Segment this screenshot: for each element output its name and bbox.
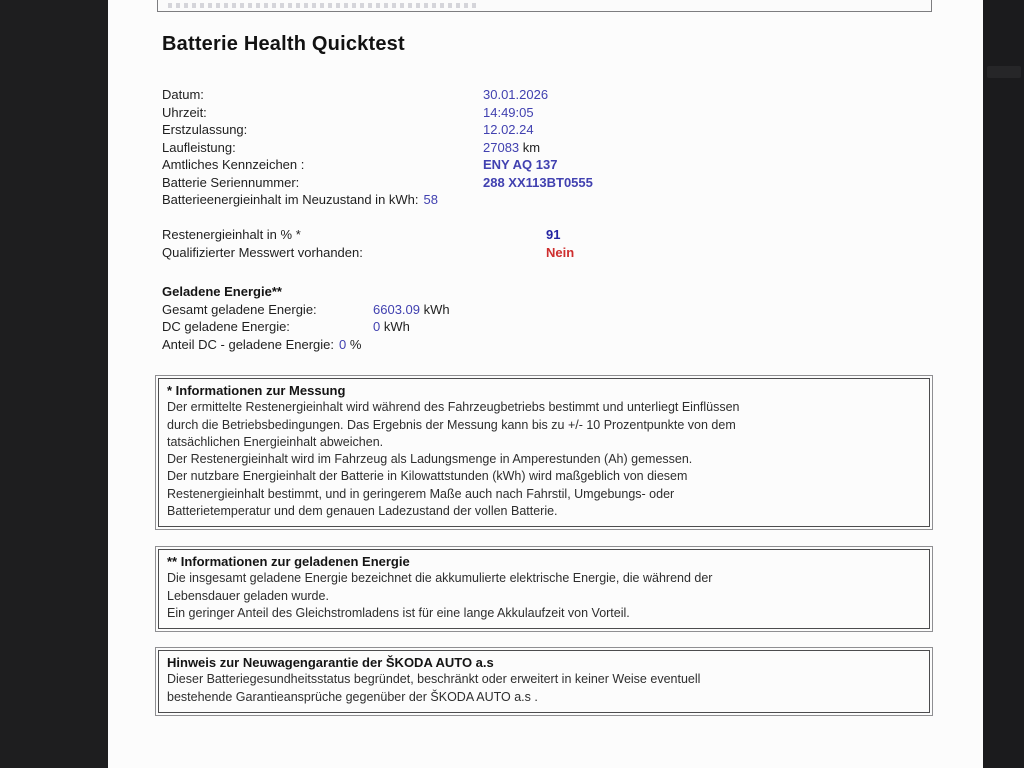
- field-label: Datum:: [162, 87, 204, 102]
- field-label: DC geladene Energie:: [162, 319, 290, 334]
- field-value: 58: [423, 192, 438, 207]
- document-page: [108, 0, 983, 768]
- row-dc-geladene: [162, 318, 450, 336]
- charged-energy-block: [162, 283, 450, 353]
- report-title: Batterie Health Quicktest: [162, 33, 405, 55]
- row-energieinhalt-neuzustand: [162, 191, 593, 209]
- info-line: Ein geringer Anteil des Gleichstromladens ist für eine lange Akkulaufzeit von Vorteil.: [167, 605, 630, 620]
- field-unit: km: [519, 139, 541, 155]
- info-line: bestehende Garantieansprüche gegenüber der ŠKODA AUTO a.s .: [167, 689, 538, 704]
- charged-energy-header: Geladene Energie**: [162, 284, 282, 299]
- field-label: Uhrzeit:: [162, 104, 207, 120]
- cropped-text-remnant: [168, 3, 478, 8]
- field-value: 0: [373, 319, 381, 334]
- field-value: 14:49:05: [483, 104, 534, 120]
- field-value: ENY AQ 137: [483, 157, 558, 172]
- info-line: tatsächlichen Energieinhalt abweichen.: [167, 434, 384, 449]
- row-qualifizierter-messwert: [162, 244, 574, 262]
- info-line: Dieser Batteriegesundheitsstatus begründet, beschränkt oder erweitert in keiner Weise eventuell: [167, 672, 701, 687]
- field-label: Batterieenergieinhalt im Neuzustand in kWh:: [162, 192, 419, 207]
- info-box-title: ** Informationen zur geladenen Energie: [167, 554, 410, 569]
- messwert-value: Nein: [546, 244, 575, 260]
- row-uhrzeit: [162, 104, 593, 122]
- info-box-messung: [155, 375, 933, 530]
- row-laufleistung: [162, 139, 593, 157]
- field-value: 30.01.2026: [483, 87, 549, 102]
- info-box-title: * Informationen zur Messung: [167, 383, 346, 398]
- row-anteil-dc: [162, 336, 450, 354]
- field-label: Restenergieinhalt in % *: [162, 227, 301, 242]
- info-box-geladene-energie: [155, 546, 933, 632]
- field-value: 0: [339, 336, 347, 352]
- info-box-garantie-hinweis: [155, 647, 933, 716]
- field-label: Laufleistung:: [162, 139, 236, 155]
- info-line: durch die Betriebsbedingungen. Das Ergebnis der Messung kann bis zu +/- 10 Prozentpunkte von dem: [167, 417, 736, 432]
- field-unit: %: [346, 336, 362, 352]
- field-value: 12.02.24: [483, 122, 534, 137]
- field-label: Amtliches Kennzeichen :: [162, 157, 305, 172]
- vehicle-info-block: [162, 86, 593, 209]
- row-erstzulassung: [162, 121, 593, 139]
- row-datum: [162, 86, 593, 104]
- field-value: 6603.09: [373, 301, 420, 317]
- field-label: Batterie Seriennummer:: [162, 174, 300, 190]
- row-seriennummer: [162, 174, 593, 192]
- field-label: Erstzulassung:: [162, 122, 248, 137]
- restenergie-value: 91: [546, 227, 561, 242]
- cropped-header-box: [157, 0, 932, 12]
- left-gutter: [0, 0, 108, 768]
- info-box-title: Hinweis zur Neuwagengarantie der ŠKODA AUTO a.s: [167, 655, 494, 670]
- field-label: Anteil DC - geladene Energie:: [162, 336, 334, 352]
- field-label: Gesamt geladene Energie:: [162, 301, 317, 317]
- info-line: Der nutzbare Energieinhalt der Batterie in Kilowattstunden (kWh) wird maßgeblich von diesem: [167, 469, 688, 484]
- right-gutter: [983, 0, 1024, 768]
- field-unit: kWh: [380, 319, 410, 334]
- info-line: Der Restenergieinhalt wird im Fahrzeug als Ladungsmenge in Amperestunden (Ah) gemessen.: [167, 452, 693, 467]
- results-block: [162, 226, 574, 261]
- field-value: 27083: [483, 139, 520, 155]
- row-gesamt-geladene: [162, 301, 450, 319]
- field-label: Qualifizierter Messwert vorhanden:: [162, 244, 363, 260]
- info-line: Die insgesamt geladene Energie bezeichnet die akkumulierte elektrische Energie, die während der: [167, 571, 713, 586]
- row-kennzeichen: [162, 156, 593, 174]
- info-line: Restenergieinhalt bestimmt, und in geringerem Maße auch nach Fahrstil, Umgebungs- oder: [167, 486, 675, 501]
- info-line: Lebensdauer geladen wurde.: [167, 588, 329, 603]
- info-line: Der ermittelte Restenergieinhalt wird während des Fahrzeugbetriebs bestimmt und unterliegt Einflüssen: [167, 400, 740, 415]
- field-unit: kWh: [420, 301, 450, 317]
- info-line: Batterietemperatur und dem genauen Ladezustand der vollen Batterie.: [167, 504, 558, 519]
- field-value: 288 XX113BT0555: [483, 174, 593, 190]
- row-restenergieinhalt: [162, 226, 574, 244]
- faint-artifact: [987, 66, 1021, 78]
